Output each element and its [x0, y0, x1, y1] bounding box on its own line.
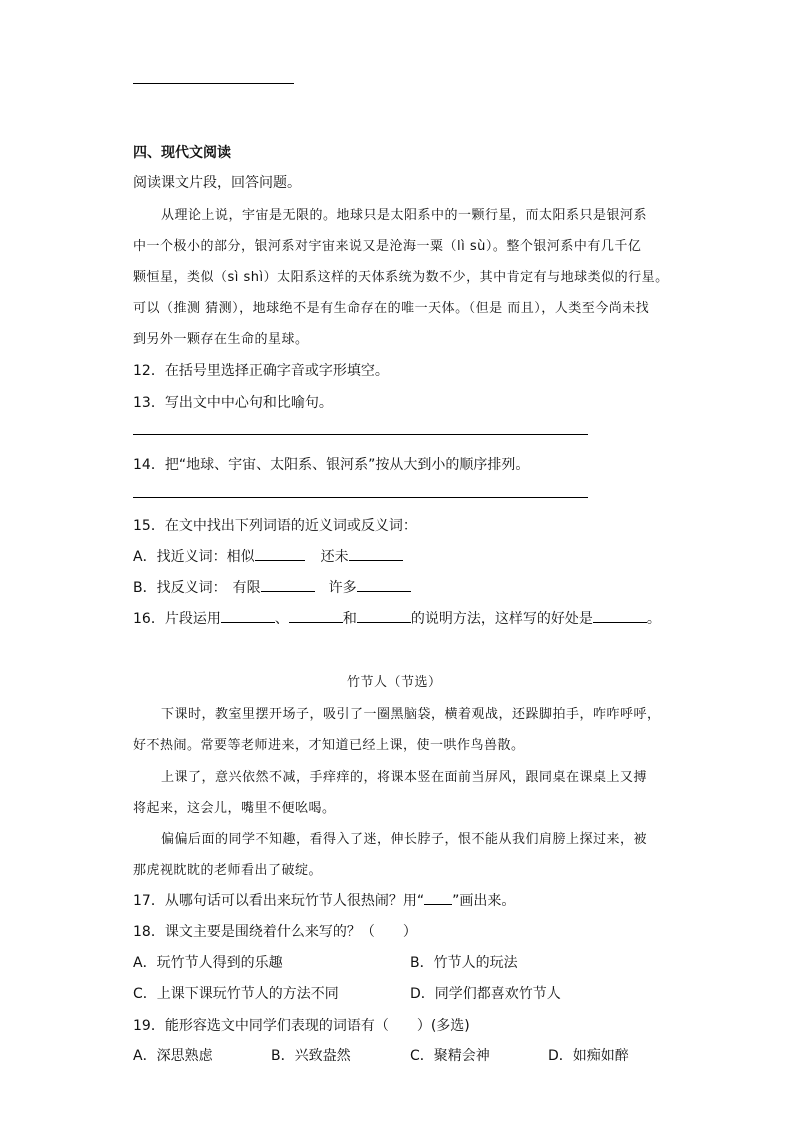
passage2-p1-line2: 好不热闹。常要等老师进来，才知道已经上课，使一哄作鸟兽散。 [133, 738, 525, 753]
passage1-line-5: 到另外一颗存在生命的星球。 [133, 332, 309, 347]
answer-line-13[interactable] [133, 434, 588, 435]
passage2-p3-line2: 那虎视眈眈的老师看出了破绽。 [133, 863, 323, 878]
q16-sep2: 和 [342, 611, 357, 627]
q16-text-a: 16．片段运用 [133, 611, 221, 627]
q16-blank1[interactable] [221, 610, 275, 623]
question-18: 18．课文主要是围绕着什么来写的？（ ） [133, 924, 417, 940]
q15b-label: B．找反义词： [133, 580, 227, 596]
q15a-word1: 相似 [226, 549, 255, 565]
passage2-p3-line1: 偏偏后面的同学不知趣，看得入了迷，伸长脖子，恨不能从我们肩膀上探过来，被 [161, 832, 648, 847]
q16-blank3[interactable] [357, 610, 411, 623]
q19-option-d[interactable]: D．如痴如醉 [548, 1048, 629, 1064]
section-title: 四、现代文阅读 [133, 145, 231, 161]
q19-option-b[interactable]: B．兴致盎然 [271, 1048, 351, 1064]
q17-text-a: 17．从哪句话可以看出来玩竹节人很热闹？用“ [133, 893, 425, 909]
question-15a [133, 546, 403, 566]
q16-text-b: 的说明方法，这样写的好处是 [410, 611, 593, 627]
answer-line-top[interactable] [133, 83, 294, 84]
passage2-p2-line2: 将起来，这会儿，嘴里不便吆喝。 [133, 801, 336, 816]
q15a-word2: 还未 [320, 549, 349, 565]
passage1-line-4: 可以（推测 猜测），地球绝不是有生命存在的唯一天体。（但是 而且），人类至今尚未找 [133, 301, 650, 316]
question-13: 13．写出文中中心句和比喻句。 [133, 395, 333, 411]
q15b-blank2[interactable] [357, 579, 411, 592]
question-15: 15．在文中找出下列词语的近义词或反义词： [133, 518, 417, 534]
passage1-line-1: 从理论上说，宇宙是无限的。地球只是太阳系中的一颗行星，而太阳系只是银河系 [161, 208, 648, 223]
q18-option-b[interactable]: B．竹节人的玩法 [410, 955, 518, 971]
q15b-word1: 有限 [232, 580, 261, 596]
passage1-line-2: 中一个极小的部分，银河系对宇宙来说又是沧海一粟（lì sù）。整个银河系中有几千亿 [133, 239, 642, 254]
question-12: 12．在括号里选择正确字音或字形填空。 [133, 363, 389, 379]
passage2-title: 竹节人（节选） [347, 675, 442, 690]
passage1-line-3: 颗恒星，类似（sì shì）太阳系这样的天体系统为数不少，其中肯定有与地球类似的行星。 [133, 270, 669, 285]
answer-line-14[interactable] [133, 497, 588, 498]
q15b-word2: 许多 [328, 580, 357, 596]
q15a-blank2[interactable] [349, 548, 403, 561]
q19-option-c[interactable]: C．聚精会神 [410, 1048, 490, 1064]
q16-blank4[interactable] [593, 610, 647, 623]
q18-option-d[interactable]: D．同学们都喜欢竹节人 [410, 986, 561, 1002]
q15b-blank1[interactable] [261, 579, 315, 592]
q15a-blank1[interactable] [255, 548, 305, 561]
q16-end: 。 [646, 611, 661, 627]
q18-option-c[interactable]: C．上课下课玩竹节人的方法不同 [133, 986, 339, 1002]
q17-underline-sample [424, 892, 452, 905]
question-14: 14．把“地球、宇宙、太阳系、银河系”按从大到小的顺序排列。 [133, 457, 530, 473]
q18-option-a[interactable]: A．玩竹节人得到的乐趣 [133, 955, 283, 971]
passage2-p2-line1: 上课了，意兴依然不减，手痒痒的，将课本竖在面前当屏风，跟同桌在课桌上又搏 [161, 770, 648, 785]
question-16 [133, 608, 661, 628]
q16-sep1: 、 [274, 611, 289, 627]
q15a-label: A．找近义词： [133, 549, 227, 565]
q19-option-a[interactable]: A．深思熟虑 [133, 1048, 213, 1064]
question-19: 19．能形容选文中同学们表现的词语有（ ）(多选) [133, 1018, 470, 1034]
question-15b [133, 577, 411, 597]
passage2-p1-line1: 下课时，教室里摆开场子，吸引了一圈黑脑袋，横着观战，还跺脚拍手，咋咋呼呼， [161, 707, 661, 722]
question-17 [133, 890, 515, 910]
instruction: 阅读课文片段，回答问题。 [133, 175, 301, 191]
q17-text-b: ”画出来。 [452, 893, 516, 909]
q16-blank2[interactable] [289, 610, 343, 623]
